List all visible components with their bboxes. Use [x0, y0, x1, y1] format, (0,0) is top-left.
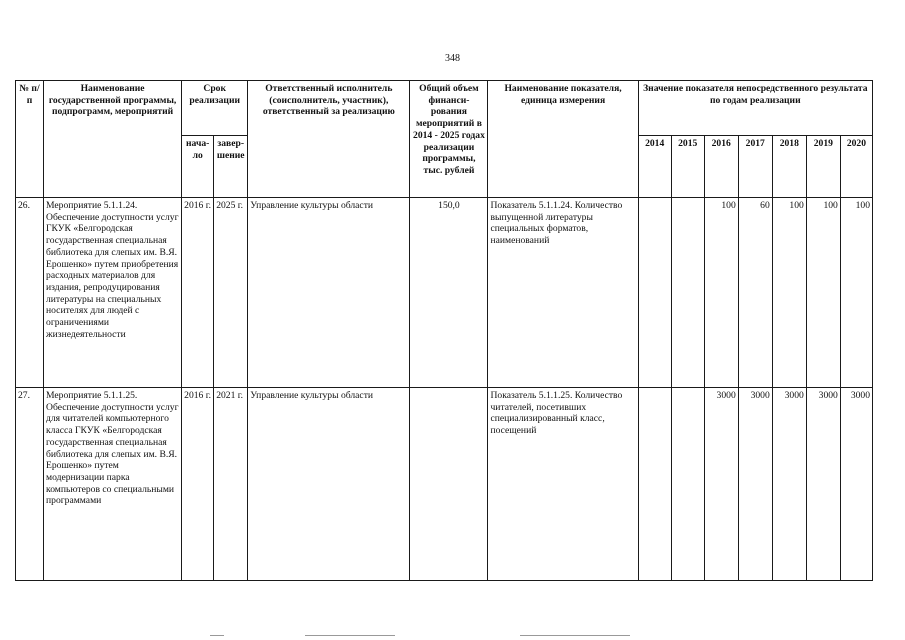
- header-year: 2018: [772, 136, 806, 198]
- page-number: 348: [445, 53, 460, 64]
- row-value: 3000: [806, 388, 840, 581]
- header-num: № п/п: [16, 81, 44, 198]
- row-name: Мероприятие 5.1.1.24. Обеспечение доступности услуг ГКУК «Белгородская государственная специальная библиотека для слепых им. В.Я. Ерошенко» путем приобретения расходных материалов для издания, репродуцирования литературы на специальных носителях для людей с ограничениями жизнедеятельности: [44, 198, 182, 388]
- header-year: 2014: [638, 136, 671, 198]
- scan-mark: [210, 635, 224, 636]
- header-name: Наименование государственной программы, подпрограмм, мероприятий: [44, 81, 182, 198]
- row-value: [671, 388, 704, 581]
- row-executor: Управление культуры области: [248, 388, 410, 581]
- header-period-start: нача-ло: [182, 136, 214, 198]
- row-value: 100: [806, 198, 840, 388]
- row-value: 100: [840, 198, 872, 388]
- header-period-end: завер-шение: [214, 136, 248, 198]
- header-executor: Ответственный исполнитель (соисполнитель, участник), ответственный за реализацию: [248, 81, 410, 198]
- row-volume: [410, 388, 488, 581]
- row-start: 2016 г.: [182, 198, 214, 388]
- row-indicator: Показатель 5.1.1.24. Количество выпущенной литературы специальных форматов, наименований: [488, 198, 638, 388]
- header-period: Срок реализации: [182, 81, 248, 136]
- row-value: 3000: [772, 388, 806, 581]
- row-value: 100: [704, 198, 738, 388]
- row-value: [638, 198, 671, 388]
- table-row: [16, 198, 873, 388]
- table-row: [16, 388, 873, 581]
- header-year: 2020: [840, 136, 872, 198]
- row-start: 2016 г.: [182, 388, 214, 581]
- header-values-title: Значение показателя непосредственного результата по годам реализации: [638, 81, 872, 136]
- row-volume: 150,0: [410, 198, 488, 388]
- row-value: [671, 198, 704, 388]
- header-volume: Общий объем финанси-рования мероприятий в 2014 - 2025 годах реализации программы, тыс. рублей: [410, 81, 488, 198]
- row-end: 2021 г.: [214, 388, 248, 581]
- header-year: 2019: [806, 136, 840, 198]
- scan-mark: [305, 635, 395, 636]
- header-year: 2016: [704, 136, 738, 198]
- header-indicator: Наименование показателя, единица измерения: [488, 81, 638, 198]
- row-value: 3000: [840, 388, 872, 581]
- row-num: 26.: [16, 198, 44, 388]
- row-end: 2025 г.: [214, 198, 248, 388]
- row-value: 60: [738, 198, 772, 388]
- row-value: [638, 388, 671, 581]
- row-indicator: Показатель 5.1.1.25. Количество читателей, посетивших специализированный класс, посещений: [488, 388, 638, 581]
- header-year: 2017: [738, 136, 772, 198]
- row-name: Мероприятие 5.1.1.25. Обеспечение доступности услуг для читателей компьютерного класса ГКУК «Белгородская государственная специальная библиотека для слепых им. В.Я. Ерошенко» путем модернизации парка компьютеров со специальными программами: [44, 388, 182, 581]
- header-year: 2015: [671, 136, 704, 198]
- row-executor: Управление культуры области: [248, 198, 410, 388]
- row-num: 27.: [16, 388, 44, 581]
- row-value: 100: [772, 198, 806, 388]
- program-table: [15, 80, 873, 581]
- scan-mark: [520, 635, 630, 636]
- row-value: 3000: [704, 388, 738, 581]
- row-value: 3000: [738, 388, 772, 581]
